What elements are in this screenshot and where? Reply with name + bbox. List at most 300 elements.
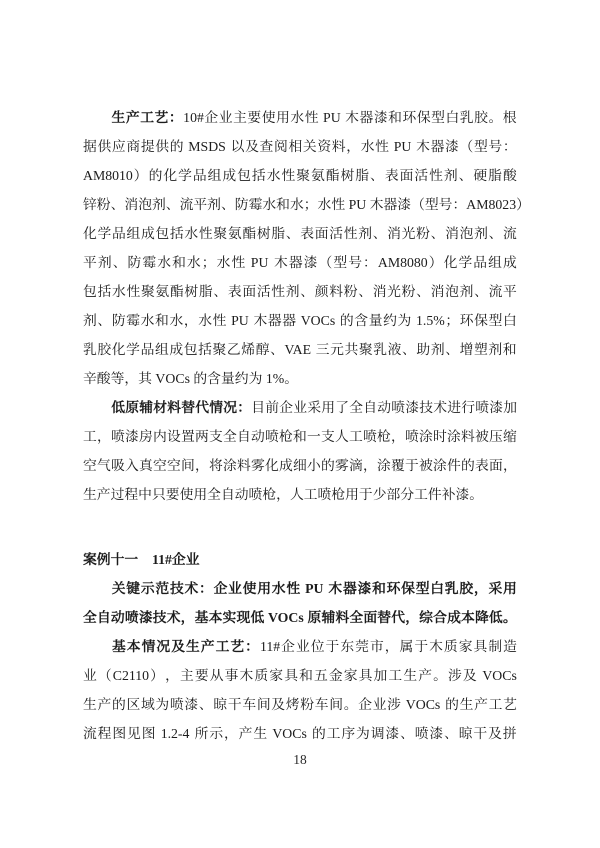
text-token: 木 (369, 197, 384, 212)
text-token: 和 (172, 255, 186, 270)
text-token (227, 306, 230, 335)
text-token: 剂 (151, 197, 166, 212)
bold-label-token: ： (199, 581, 213, 596)
text-token: 粉 (300, 697, 315, 712)
text-token: 术 (433, 400, 447, 415)
text-token: 两 (195, 429, 209, 444)
text-token: 序 (341, 726, 356, 741)
text-token: 、 (474, 284, 488, 299)
text-token: 胶 (97, 342, 112, 357)
text-token: 事 (224, 668, 239, 683)
bold-label-token: 范 (155, 581, 170, 596)
text-token: ， (391, 429, 405, 444)
text-token (341, 103, 344, 132)
text-token: 木 (253, 313, 268, 328)
text-token: ： (502, 139, 517, 154)
bold-label-token: PU (305, 581, 324, 596)
text-token: 进 (447, 400, 461, 415)
text-token (246, 248, 249, 277)
bold-label-token: 低 (488, 610, 503, 625)
text-token: 位 (310, 639, 325, 654)
text-token: 括 (97, 284, 112, 299)
text-token: ， (503, 458, 517, 473)
text-token: 、 (165, 197, 180, 212)
text-token: 聚 (212, 342, 227, 357)
text-token: 水 (111, 284, 126, 299)
text-token: 的 (169, 139, 184, 154)
text-token: 工 (488, 697, 503, 712)
text-token: 性 (343, 226, 358, 241)
text-token: 技 (419, 400, 433, 415)
bold-label-token: 料 (335, 610, 350, 625)
text-token: 缩 (503, 429, 517, 444)
text-token: 使 (261, 110, 276, 125)
text-token: 保 (416, 110, 431, 125)
bold-label-token: 技 (152, 610, 167, 625)
text-token: 关 (302, 139, 317, 154)
text-token: ） (428, 255, 443, 270)
text-token: 产 (418, 668, 432, 683)
text-token: 为 (155, 697, 170, 712)
bold-label-token: 和 (372, 581, 386, 596)
text-token: 覆 (391, 458, 405, 473)
text-token: 了 (335, 400, 349, 415)
text-token: 型 (333, 255, 348, 270)
text-token: 水 (140, 313, 155, 328)
text-token: 空 (153, 458, 167, 473)
text-token: 颜 (314, 284, 329, 299)
text-token: 漆 (125, 429, 139, 444)
text-line (83, 248, 517, 277)
text-token: 主 (179, 668, 194, 683)
bold-label-token: 自 (96, 610, 111, 625)
bold-label-token: 全 (83, 610, 97, 625)
text-token (336, 306, 339, 335)
text-token: 车 (242, 697, 257, 712)
text-token: 于 (405, 458, 419, 473)
text-token: ： (452, 197, 467, 212)
text-token: 树 (256, 226, 271, 241)
text-token: 空 (83, 458, 97, 473)
text-token: 平 (503, 284, 517, 299)
text-token: 醇 (255, 342, 270, 357)
bold-label-token: ： (245, 639, 259, 654)
text-token: 艺 (503, 697, 517, 712)
text-token: 环 (402, 110, 417, 125)
text-token: 木 (273, 255, 288, 270)
bold-label-token: 企 (213, 581, 228, 596)
text-token: 压 (489, 429, 503, 444)
text-token: 、 (358, 284, 372, 299)
text-token: 氨 (155, 284, 170, 299)
text-token: 吸 (111, 458, 125, 473)
text-token: 水 (184, 226, 199, 241)
text-token: 具 (284, 668, 298, 683)
text-token: 烤 (285, 697, 300, 712)
text-token: 企 (279, 400, 293, 415)
text-token: 表 (227, 284, 242, 299)
text-token: 时 (433, 429, 447, 444)
text-token: 水 (266, 168, 281, 183)
bold-label-token: 及 (171, 639, 185, 654)
bold-label-token: ， (405, 610, 419, 625)
text-token: ； (445, 313, 460, 328)
text-token: VOCs (405, 697, 441, 712)
text-token: 流 (83, 726, 97, 741)
text-token: 漆 (429, 726, 444, 741)
text-token: 业 (83, 668, 97, 683)
text-token: 水 (262, 197, 277, 212)
text-token: 酯 (325, 168, 340, 183)
text-token: 。 (488, 110, 503, 125)
text-token: 木 (345, 110, 359, 125)
bold-label-token: 漆 (357, 581, 372, 596)
bold-label-token: 性 (286, 581, 301, 596)
text-token: 东 (340, 639, 355, 654)
text-token: 泡 (138, 197, 152, 212)
text-token: 三 (315, 342, 330, 357)
text-token (227, 132, 230, 161)
text-token: 性 (281, 168, 296, 183)
text-token: 产 (97, 697, 112, 712)
text-line (83, 306, 517, 335)
bold-label-token: 键 (126, 581, 141, 596)
text-token: 器 (267, 313, 282, 328)
text-token: 属 (399, 639, 414, 654)
text-token: 滴 (349, 458, 363, 473)
text-token: ， (363, 458, 377, 473)
text-token: ， (384, 639, 399, 654)
text-token: 喷 (111, 429, 125, 444)
text-token: 11# (259, 639, 281, 654)
bold-label-token: 木 (328, 581, 343, 596)
text-token: 工 (388, 668, 403, 683)
text-token (319, 103, 322, 132)
text-token: 防 (234, 197, 249, 212)
text-token: 造 (503, 639, 517, 654)
text-token: 喷 (475, 400, 489, 415)
bold-label-token: 成 (447, 610, 461, 625)
text-token: 漆 (373, 110, 388, 125)
text-token: 剂 (97, 255, 112, 270)
bold-label-token: 低 (250, 610, 265, 625)
bold-label-token: 术 (166, 610, 181, 625)
text-token: 见 (127, 726, 141, 741)
text-token: 乳 (459, 110, 474, 125)
text-token: 剂 (488, 342, 503, 357)
text-token: 间 (256, 697, 271, 712)
text-token: 和 (388, 110, 402, 125)
text-token (402, 690, 405, 719)
text-token: 示 (209, 726, 224, 741)
text-token: AM8023 (466, 197, 517, 212)
text-line (83, 603, 517, 632)
text-token: 面 (399, 168, 414, 183)
text-token: 、 (112, 255, 127, 270)
text-token: 用 (276, 110, 290, 125)
text-token: 喷 (405, 429, 419, 444)
text-token: 活 (329, 226, 344, 241)
text-token: 组 (126, 226, 141, 241)
text-token: 所 (194, 726, 209, 741)
text-token: 泡 (459, 226, 474, 241)
text-token: 喷 (265, 429, 279, 444)
text-token: 空 (167, 458, 181, 473)
text-token: 、 (370, 168, 384, 183)
text-token: 聚 (140, 284, 155, 299)
text-token: 成 (279, 458, 293, 473)
bold-label-token: ： (237, 400, 251, 415)
text-token (441, 690, 444, 719)
bold-label-token: 胶 (459, 581, 474, 596)
bold-label-token: 生 (111, 110, 126, 125)
text-token: 据 (83, 139, 97, 154)
text-token: 含 (354, 313, 369, 328)
bold-label-token: 艺 (154, 110, 169, 125)
bold-label-token: 器 (342, 581, 357, 596)
text-token: 包 (83, 284, 97, 299)
text-token: 组 (207, 168, 222, 183)
text-token: 型 (473, 139, 488, 154)
text-token: 气 (97, 458, 111, 473)
bold-label-token: 低 (111, 400, 125, 415)
text-token: 性 (429, 168, 443, 183)
text-token: 氨 (310, 168, 325, 183)
text-token (184, 132, 187, 161)
text-token: ， (165, 668, 179, 683)
text-token (308, 719, 311, 748)
text-token: 的 (339, 313, 354, 328)
text-token: 、 (430, 226, 445, 241)
bold-label-token: 产 (200, 639, 215, 654)
text-token: 查 (259, 139, 274, 154)
bold-label-token: ， (473, 581, 488, 596)
text-token: 业 (218, 110, 233, 125)
text-token: 于 (325, 639, 340, 654)
text-token: 漆 (445, 139, 459, 154)
bold-label-token: 用 (502, 581, 517, 596)
text-token: 器 (383, 197, 398, 212)
bold-label: 案例十一 11#企业 (83, 552, 200, 567)
text-token: 消 (124, 197, 139, 212)
text-token: 光 (387, 284, 401, 299)
text-token: 区 (126, 697, 141, 712)
bold-label-token: 况 (156, 639, 171, 654)
text-token: 锌 (83, 197, 97, 212)
text-token: VOCs (272, 726, 307, 741)
text-token: 表 (384, 168, 399, 183)
text-token: 、 (285, 226, 300, 241)
text-line (83, 219, 517, 248)
text-token: 和 (299, 668, 313, 683)
text-token: 为 (356, 726, 370, 741)
text-token: 聚 (358, 342, 373, 357)
text-token: 木 (239, 668, 254, 683)
text-token: 树 (340, 168, 355, 183)
bold-label-token: 漆 (138, 610, 153, 625)
bold-label-token: ： (168, 110, 183, 125)
text-token: 号 (488, 139, 503, 154)
text-token: 被 (475, 429, 489, 444)
text-token: 企 (204, 110, 219, 125)
text-token: 人 (335, 429, 349, 444)
text-token: 学 (178, 168, 192, 183)
text-token: ） (516, 197, 530, 212)
text-token: 、 (458, 168, 473, 183)
text-token: ， (223, 726, 238, 741)
bold-label-token: 使 (242, 581, 257, 596)
text-token: 的 (312, 726, 326, 741)
text-token: 喷 (363, 429, 377, 444)
para-key-technology-line (83, 574, 517, 603)
text-token: 涂 (433, 458, 447, 473)
text-token: 商 (126, 139, 141, 154)
text-token: 硬 (473, 168, 488, 183)
text-token: （ (97, 668, 112, 683)
text-token: 剂 (459, 284, 474, 299)
text-token: 入 (125, 458, 139, 473)
text-token (390, 132, 393, 161)
text-token: 、 (402, 342, 416, 357)
text-token: 化 (111, 342, 126, 357)
text-token: 1.2-4 (160, 726, 190, 741)
text-token: 企 (281, 639, 295, 654)
text-token: 剂 (474, 226, 488, 241)
bold-label-token: 动 (110, 610, 125, 625)
text-token: 喷 (391, 400, 405, 415)
text-token: 平 (83, 255, 97, 270)
bold-label-token: 料 (167, 400, 181, 415)
bold-label-token: 技 (169, 581, 184, 596)
page-number: 18 (293, 752, 307, 767)
text-token: 水 (317, 197, 332, 212)
text-token: 树 (184, 284, 199, 299)
bold-label-token: 保 (401, 581, 415, 596)
text-token: 图 (141, 726, 156, 741)
text-line (83, 277, 517, 306)
text-line (83, 422, 517, 451)
text-token: 涂 (419, 429, 433, 444)
text-token: 料 (331, 139, 346, 154)
text-token: 防 (111, 313, 126, 328)
text-token: MSDS (188, 139, 226, 154)
text-token: 性 (375, 139, 389, 154)
bold-label-token: 代 (391, 610, 406, 625)
text-token: 学 (458, 255, 473, 270)
text-token: 具 (473, 639, 488, 654)
bold-label-token: 艺 (230, 639, 245, 654)
text-token (297, 306, 300, 335)
text-token: 一 (307, 429, 321, 444)
text-token: 品 (192, 168, 207, 183)
text-token: 及 (245, 139, 259, 154)
bold-label-token: 水 (271, 581, 286, 596)
text-token: 成 (169, 342, 184, 357)
text-token: 涉 (387, 697, 401, 712)
text-token: 、 (372, 226, 387, 241)
text-token: PU (231, 313, 249, 328)
text-token: 量 (368, 313, 383, 328)
text-segment: 生产过程中只要使用全自动喷枪，人工喷枪用于少部分工件补漆。 (83, 487, 484, 502)
text-token: ， (195, 458, 209, 473)
text-token: 真 (139, 458, 153, 473)
bold-label-token: 本 (126, 639, 141, 654)
text-token: 枪 (377, 429, 391, 444)
text-token: 小 (307, 458, 321, 473)
text-token: PU (393, 139, 412, 154)
text-token: 、 (444, 726, 458, 741)
text-token: 酸 (502, 168, 517, 183)
text-token: 水 (169, 313, 184, 328)
text-token: PU (250, 255, 269, 270)
text-token: 共 (344, 342, 359, 357)
bold-label-token: 。 (502, 610, 517, 625)
text-token: 包 (183, 342, 198, 357)
text-token: 供 (155, 139, 170, 154)
bold-label-token: 原 (307, 610, 322, 625)
text-token: 脂 (488, 168, 502, 183)
text-token: 流 (179, 197, 194, 212)
text-token: ， (97, 429, 111, 444)
text-token: 产 (474, 697, 488, 712)
text-token: 化 (443, 255, 458, 270)
text-token: 氨 (227, 226, 242, 241)
text-token: 消 (445, 226, 459, 241)
text-line (83, 132, 517, 161)
text-token: 用 (321, 400, 335, 415)
text-token: 间 (329, 697, 344, 712)
text-token: 水 (216, 255, 231, 270)
text-token (249, 306, 252, 335)
bold-label-token: 产 (125, 110, 140, 125)
para-basic-info-line (83, 632, 517, 661)
text-token: 酯 (242, 226, 257, 241)
text-token: 家 (269, 668, 284, 683)
text-token: 括 (198, 342, 212, 357)
text-token: 聚 (296, 168, 311, 183)
text-token: 的 (445, 697, 459, 712)
text-token: 和 (276, 197, 290, 212)
bold-label-token: 关 (111, 581, 126, 596)
text-token: ； (303, 197, 318, 212)
bold-label-token: 全 (349, 610, 364, 625)
text-token: 间 (181, 458, 195, 473)
text-token: 防 (127, 255, 142, 270)
bold-label-token: 面 (363, 610, 378, 625)
text-token: 工 (326, 726, 341, 741)
text-token: 性 (271, 284, 286, 299)
text-token: 塑 (473, 342, 488, 357)
bold-label-token: 基 (112, 639, 126, 654)
text-token: 业 (372, 697, 387, 712)
text-token: 五 (313, 668, 328, 683)
text-token: 性 (198, 226, 213, 241)
text-token: 制 (488, 639, 503, 654)
text-token: 及 (462, 668, 477, 683)
bold-label-token: 生 (185, 639, 200, 654)
text-token: 粉 (96, 197, 111, 212)
text-token: 、 (270, 342, 284, 357)
text-token: 支 (321, 429, 335, 444)
text-token: 器 (282, 313, 297, 328)
bold-label-token: 本 (461, 610, 475, 625)
bold-label-token: ， (180, 610, 195, 625)
text-token: 粉 (343, 284, 358, 299)
text-token: 脂 (271, 226, 286, 241)
text-token: 型 (424, 197, 439, 212)
text-token: 流 (503, 226, 517, 241)
bold-label-token: 情 (209, 400, 223, 415)
